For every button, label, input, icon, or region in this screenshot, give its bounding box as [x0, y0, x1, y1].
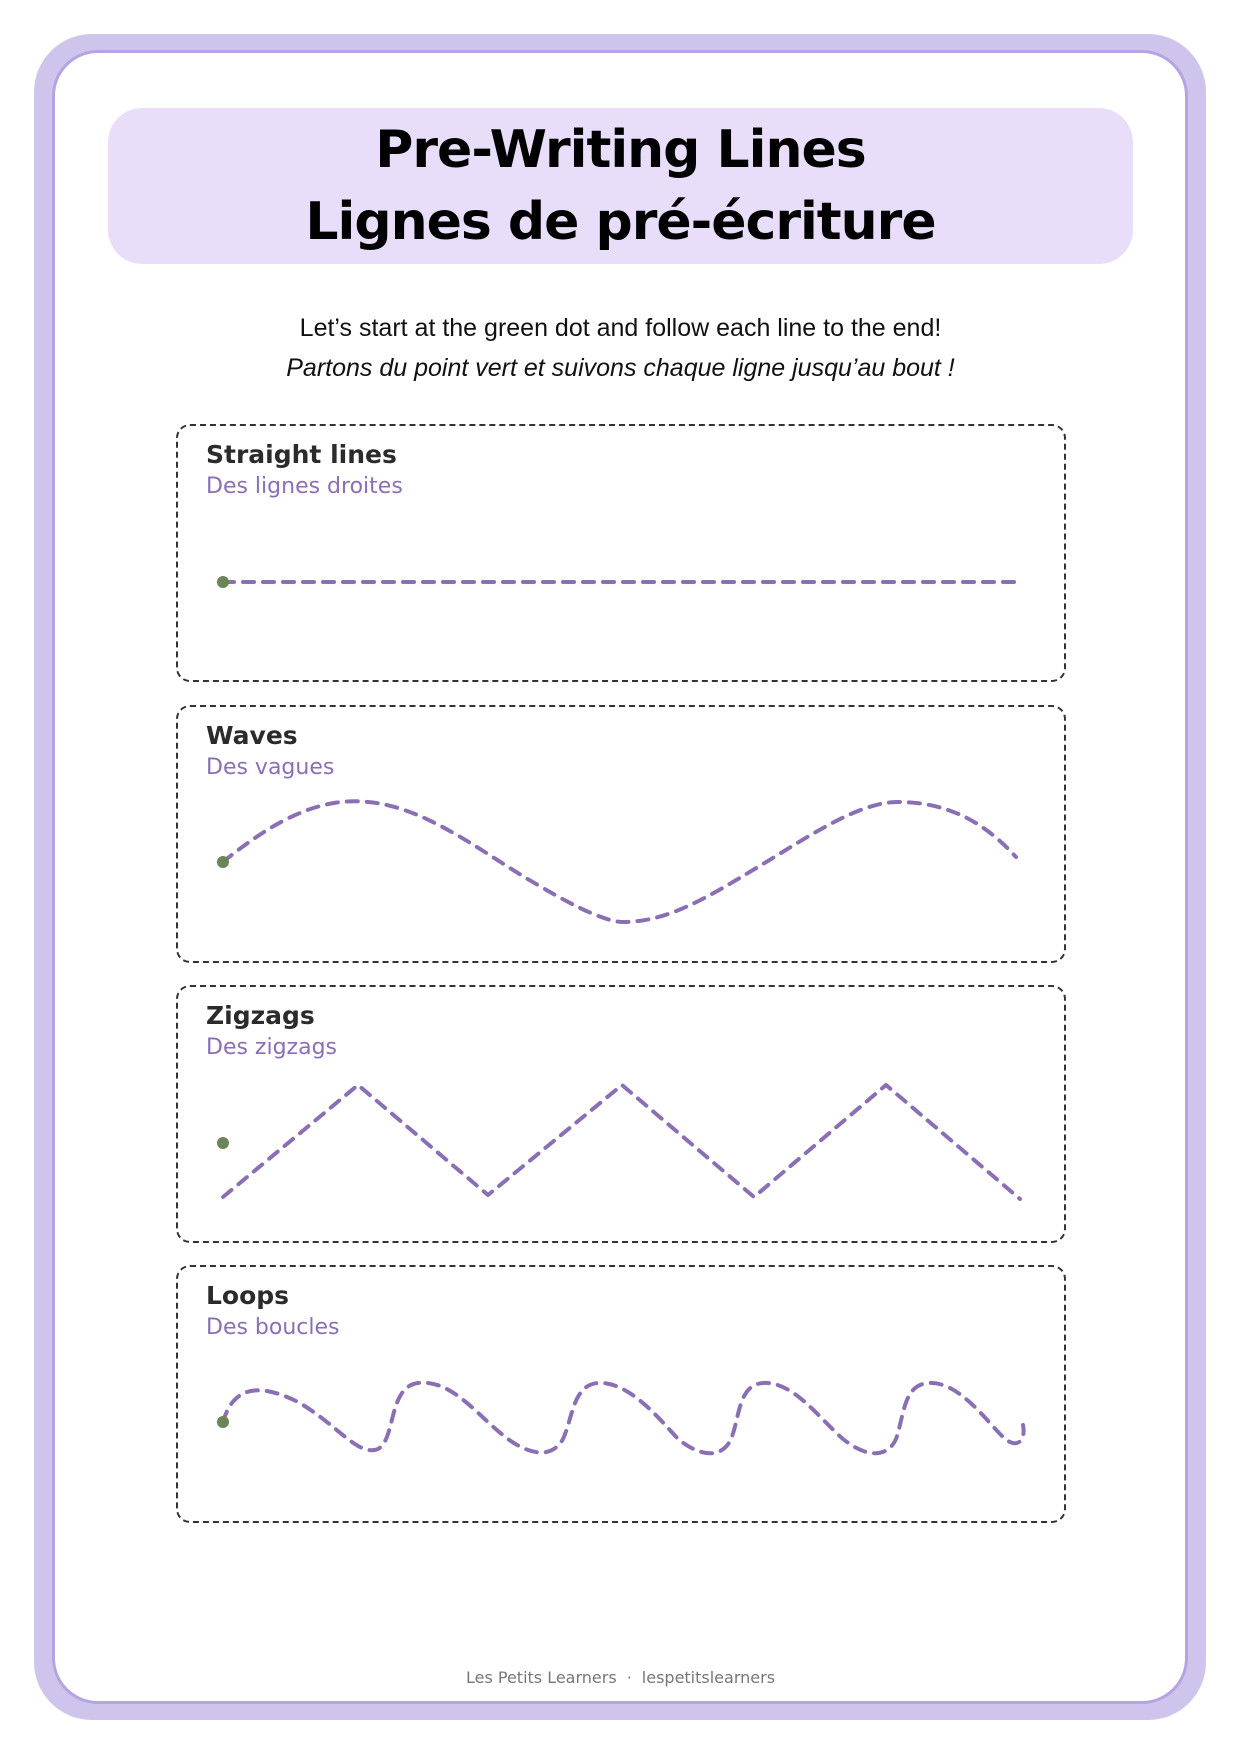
- panel-subtitle: Des zigzags: [206, 1035, 338, 1060]
- title-band: [108, 108, 1133, 264]
- instruction-fr: Partons du point vert et suivons chaque ligne jusqu’au bout !: [286, 354, 955, 382]
- panel-subtitle: Des boucles: [206, 1315, 340, 1340]
- start-dot: [217, 856, 229, 868]
- footer-brand: Les Petits Learners: [465, 1668, 617, 1687]
- page-title-en: Pre-Writing Lines: [375, 120, 866, 180]
- panel-subtitle: Des lignes droites: [206, 474, 403, 499]
- start-dot: [217, 1137, 229, 1149]
- wave-line-trace: [178, 707, 1068, 965]
- start-dot: [217, 576, 229, 588]
- instruction-en: Let’s start at the green dot and follow each line to the end!: [299, 314, 942, 342]
- panel-title: Straight lines: [206, 440, 397, 469]
- panel-title: Zigzags: [206, 1001, 315, 1030]
- panel-zigzags: [176, 985, 1066, 1243]
- page-title-fr: Lignes de pré-écriture: [305, 192, 936, 252]
- footer-separator: ·: [626, 1668, 632, 1687]
- panel-title: Loops: [206, 1281, 290, 1310]
- panel-title: Waves: [206, 721, 298, 750]
- loop-line-trace: [178, 1267, 1068, 1525]
- panel-waves: [176, 705, 1066, 963]
- start-dot: [217, 1416, 229, 1428]
- instructions: [108, 308, 1133, 388]
- footer: [0, 1668, 1241, 1687]
- footer-handle: lespetitslearners: [641, 1668, 776, 1687]
- panel-straight-lines: [176, 424, 1066, 682]
- panel-subtitle: Des vagues: [206, 755, 335, 780]
- straight-line-trace: [178, 426, 1068, 684]
- panel-loops: [176, 1265, 1066, 1523]
- zigzag-line-trace: [178, 987, 1068, 1245]
